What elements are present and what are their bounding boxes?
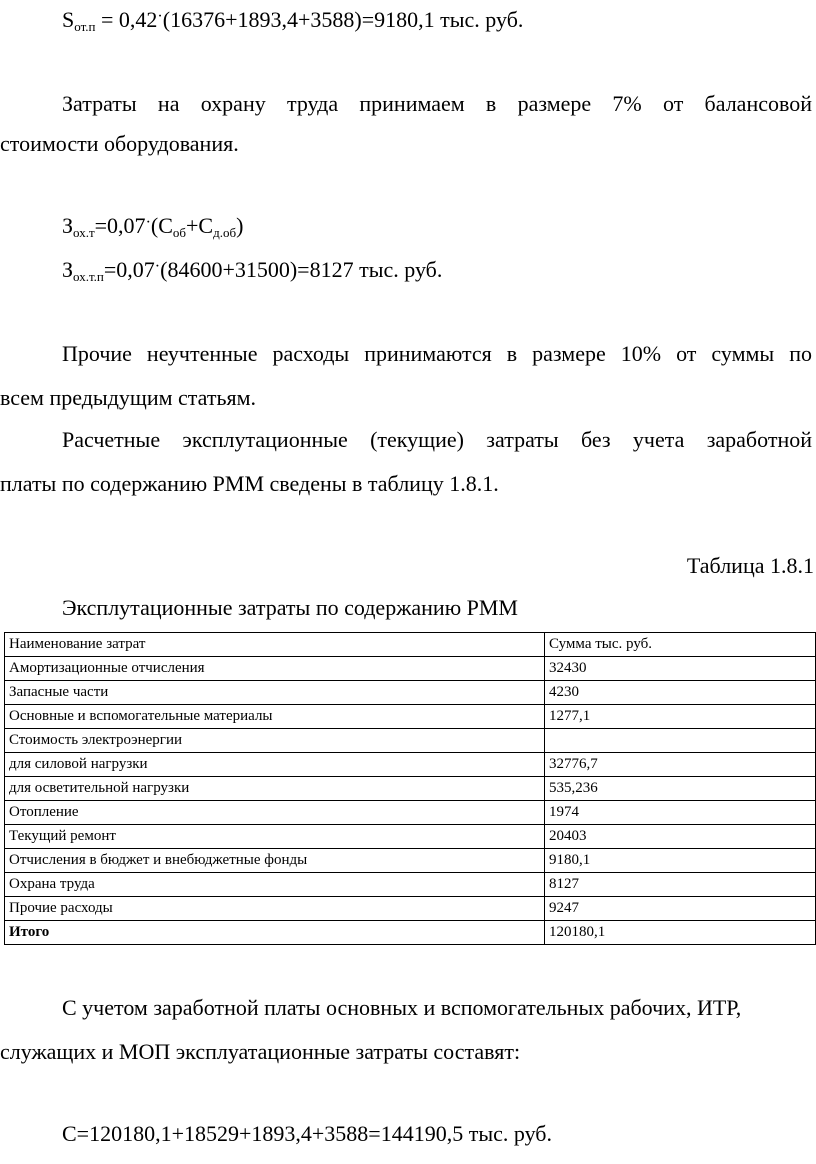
formula-z2-subscript: ох.т.п xyxy=(73,269,104,284)
formula-z1-sub3: д.об xyxy=(213,225,237,240)
table-cell-name: Запасные части xyxy=(5,681,545,705)
formula-z1-dot: · xyxy=(145,214,151,231)
formula-z1-sub2: об xyxy=(172,225,187,240)
paragraph-labor-protection-line2: стоимости оборудования. xyxy=(0,131,239,156)
paragraph-summary-text1: Расчетные эксплутационные (текущие) затраты без учета заработной xyxy=(62,427,812,452)
costs-table-body xyxy=(5,633,816,945)
table-cell-name: Основные и вспомогательные материалы xyxy=(5,705,545,729)
formula-s-coef: = 0,42 xyxy=(95,7,158,32)
paragraph-other-line1 xyxy=(0,340,812,368)
table-cell-name: Стоимость электроэнергии xyxy=(5,729,545,753)
table-row xyxy=(5,729,816,753)
paragraph-labor-protection-text1: Затраты на охрану труда принимаем в размере 7% от балансовой xyxy=(62,91,812,116)
paragraph-summary-line1 xyxy=(0,426,812,454)
formula-s-symbol: S xyxy=(62,7,75,32)
table-cell-sum: 32430 xyxy=(545,657,816,681)
table-cell-sum: 535,236 xyxy=(545,777,816,801)
formula-s xyxy=(62,6,523,34)
paragraph-other-text1: Прочие неучтенные расходы принимаются в размере 10% от суммы по xyxy=(62,341,812,366)
table-cell-sum: 4230 xyxy=(545,681,816,705)
formula-z2 xyxy=(62,256,442,284)
table-cell-name: для осветительной нагрузки xyxy=(5,777,545,801)
formula-z2-symbol: З xyxy=(62,257,74,282)
table-cell-name: Охрана труда xyxy=(5,873,545,897)
formula-z1 xyxy=(62,212,243,240)
table-total-label: Итого xyxy=(5,921,545,945)
formula-z2-dot: · xyxy=(154,258,161,275)
table-cell-name: для силовой нагрузки xyxy=(5,753,545,777)
formula-s-dot: · xyxy=(157,8,163,25)
paragraph-wages-line1: С учетом заработной платы основных и вспомогательных рабочих, ИТР, xyxy=(62,995,742,1020)
table-total-row xyxy=(5,921,816,945)
table-cell-sum: 9180,1 xyxy=(545,849,816,873)
paragraph-summary-line2: платы по содержанию РММ сведены в таблицу 1.8.1. xyxy=(0,471,499,496)
formula-z1-symbol: З xyxy=(62,213,74,238)
table-row xyxy=(5,681,816,705)
formula-c: С=120180,1+18529+1893,4+3588=144190,5 тыс. руб. xyxy=(62,1121,552,1146)
formula-z1-plus: +С xyxy=(186,213,214,238)
table-row xyxy=(5,801,816,825)
table-row xyxy=(5,777,816,801)
table-cell-sum xyxy=(545,729,816,753)
table-cell-name: Амортизационные отчисления xyxy=(5,657,545,681)
table-header-row xyxy=(5,633,816,657)
table-row xyxy=(5,897,816,921)
table-row xyxy=(5,873,816,897)
table-cell-sum: 9247 xyxy=(545,897,816,921)
table-row xyxy=(5,705,816,729)
table-cell-sum: 20403 xyxy=(545,825,816,849)
table-row xyxy=(5,753,816,777)
table-cell-sum: 1277,1 xyxy=(545,705,816,729)
paragraph-other-line2: всем предыдущим статьям. xyxy=(0,385,257,410)
table-title: Эксплутационные затраты по содержанию РММ xyxy=(62,595,518,620)
table-row xyxy=(5,825,816,849)
table-cell-sum: 32776,7 xyxy=(545,753,816,777)
table-label: Таблица 1.8.1 xyxy=(686,553,814,578)
formula-s-subscript: от.п xyxy=(74,19,96,34)
formula-z1-open: (С xyxy=(150,213,173,238)
costs-table xyxy=(4,632,816,945)
formula-z1-close: ) xyxy=(236,213,244,238)
formula-z1-subscript: ох.т xyxy=(73,225,95,240)
paragraph-labor-protection-line1 xyxy=(0,90,812,118)
table-cell-sum: 1974 xyxy=(545,801,816,825)
paragraph-wages-line2: служащих и МОП эксплуатационные затраты составят: xyxy=(0,1039,521,1064)
table-cell-name: Отчисления в бюджет и внебюджетные фонды xyxy=(5,849,545,873)
table-cell-sum: 8127 xyxy=(545,873,816,897)
table-cell-name: Текущий ремонт xyxy=(5,825,545,849)
table-header-sum: Сумма тыс. руб. xyxy=(545,633,816,657)
formula-s-tail: (16376+1893,4+3588)=9180,1 тыс. руб. xyxy=(162,7,524,32)
table-cell-name: Отопление xyxy=(5,801,545,825)
formula-z1-eq: =0,07 xyxy=(94,213,146,238)
table-total-value: 120180,1 xyxy=(545,921,816,945)
formula-z2-tail: (84600+31500)=8127 тыс. руб. xyxy=(160,257,443,282)
table-row xyxy=(5,849,816,873)
table-header-name: Наименование затрат xyxy=(5,633,545,657)
table-cell-name: Прочие расходы xyxy=(5,897,545,921)
table-row xyxy=(5,657,816,681)
formula-z2-eq: =0,07 xyxy=(103,257,155,282)
